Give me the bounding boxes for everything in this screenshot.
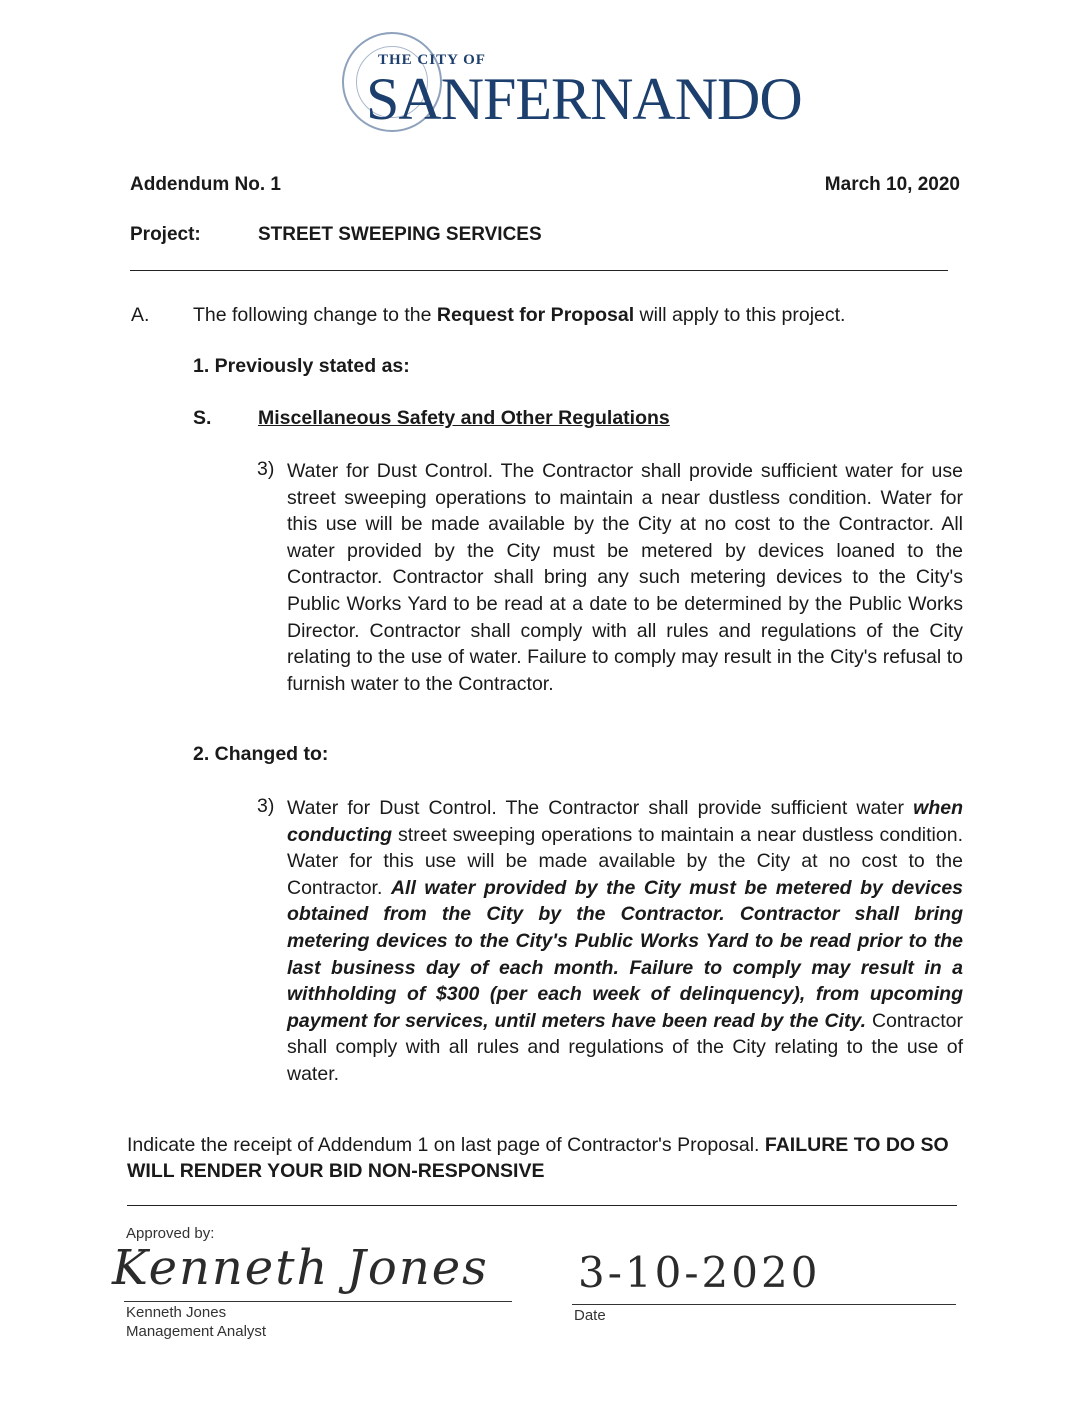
project-name: STREET SWEEPING SERVICES [258,224,542,245]
changed-text-4: All water provided by the City must be metered by devices obtained from the City by the Contractor. Contractor shall bring metering devices to the City's Public Works Yard to be read prior to the last business day of each month. Failure to comply may result in a withholding of $300 (per each week of delinquency), from upcoming payment for services, until meters have been read by the City. [287,876,964,1032]
signer-title: Management Analyst [126,1323,267,1340]
changed-text-5: Contractor shall comply with all rules and regulations of the City relating to the use of water. [287,1009,964,1085]
signature-line [124,1301,512,1302]
addendum-number: Addendum No. 1 [130,174,281,195]
notice-warning: FAILURE TO DO SO WILL RENDER YOUR BID NON-RESPONSIVE [127,1134,949,1182]
date-line [572,1304,956,1305]
project-label: Project: [130,224,201,245]
notice-divider [127,1205,957,1206]
date-label: Date [574,1307,606,1324]
subsection-title: Miscellaneous Safety and Other Regulations [258,407,670,429]
city-logo [338,30,802,150]
changed-heading: 2. Changed to: [193,743,329,765]
section-intro [193,302,845,329]
logo-small-text: THE CITY OF [378,52,486,68]
header-divider [130,270,948,271]
intro-text-pre: The following change to the [193,304,437,326]
intro-text-post: will apply to this project. [634,304,846,326]
section-letter: A. [131,304,150,326]
signer-name: Kenneth Jones [126,1304,227,1321]
signature: Kenneth Jones [112,1240,489,1296]
subsection-letter: S. [193,407,212,429]
changed-text-2: when conducting [287,797,963,846]
notice-text: Indicate the receipt of Addendum 1 on last page of Contractor's Proposal. [127,1134,765,1156]
intro-text-bold: Request for Proposal [436,304,635,326]
logo-big-text: SANFERNANDO [366,66,802,132]
previous-item-text: Water for Dust Control. The Contractor shall provide sufficient water for use street sweeping operations to maintain a near dustless condition. Water for this use will be made available by the City at no cost to the Contractor. All water provided by the City must be metered by devices loaned to the Contractor. Contractor shall bring any such metering devices to the City's Public Works Yard to be read at a date to be determined by the Public Works Director. Contractor shall comply with all rules and regulations of the City relating to the use of water. Failure to comply may result in the City's refusal to furnish water to the Contractor. [287,460,963,695]
changed-text-3: street sweeping operations to maintain a near dustless condition. Water for this use will be made available by the City at no cost to the Contractor. [287,823,963,899]
changed-item-text [287,795,963,1088]
approved-by-label: Approved by: [126,1225,215,1242]
changed-text-1: Water for Dust Control. The Contractor shall provide sufficient water [287,797,914,819]
previously-heading: 1. Previously stated as: [193,355,410,377]
receipt-notice [127,1132,959,1184]
addendum-date: March 10, 2020 [824,174,960,195]
changed-item-number: 3) [257,795,275,817]
previous-item-number: 3) [257,458,275,480]
handwritten-date: 3-10-2020 [578,1248,821,1297]
